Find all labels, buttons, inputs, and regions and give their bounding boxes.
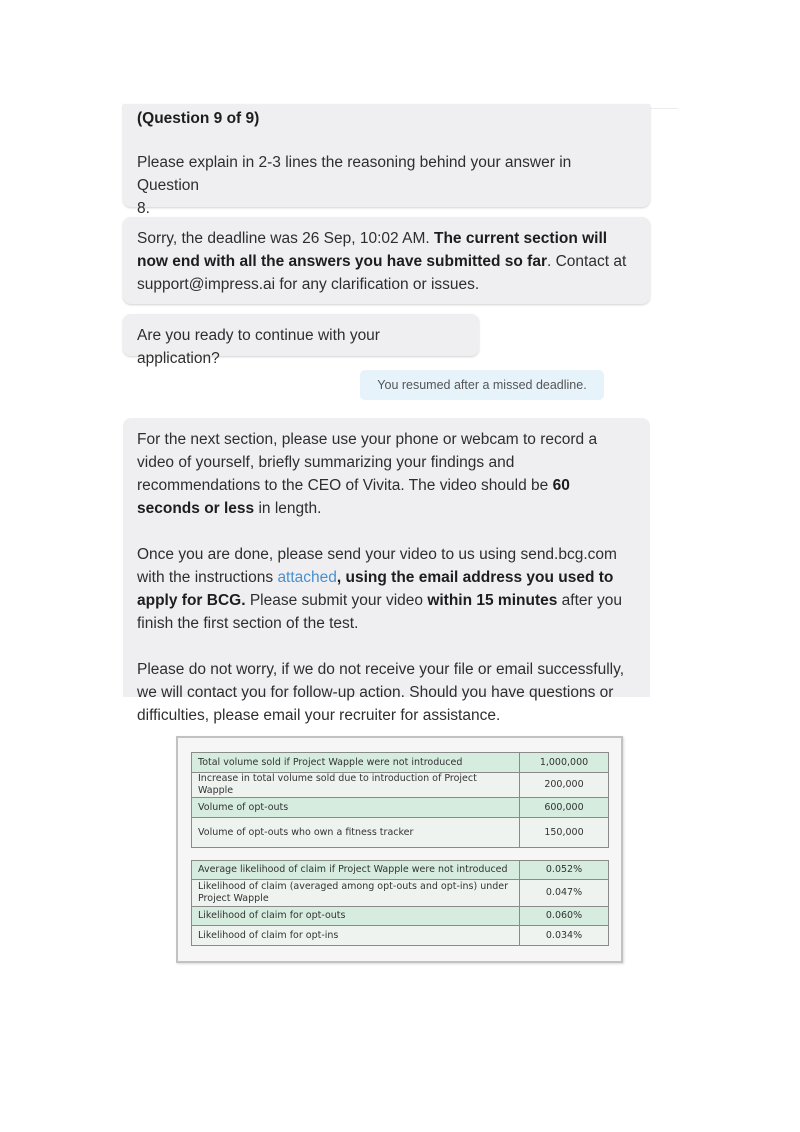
row-value: 200,000	[520, 773, 609, 798]
question-message	[123, 104, 650, 217]
row-label: Likelihood of claim for opt-outs	[192, 907, 520, 926]
continue-message	[123, 314, 479, 367]
row-label: Volume of opt-outs who own a fitness tracker	[192, 818, 520, 848]
deadline-message	[123, 217, 650, 304]
table-row	[192, 861, 609, 880]
row-label: Average likelihood of claim if Project Wapple were not introduced	[192, 861, 520, 880]
table-row	[192, 753, 609, 773]
video-p2-end: after you finish the first section of the test.	[137, 592, 622, 632]
attached-link[interactable]: attached	[277, 569, 337, 586]
deadline-bold-text: The current section will now end with all the answers you have submitted so far	[137, 230, 608, 270]
table-row	[192, 773, 609, 798]
table-row	[192, 798, 609, 818]
row-value: 0.047%	[520, 880, 609, 907]
continue-prompt: Are you ready to continue with your application?	[137, 327, 380, 367]
row-value: 150,000	[520, 818, 609, 848]
video-p1-text: For the next section, please use your phone or webcam to record a video of yourself, briefly summarizing your findings and recommendations to the CEO of Vivita. The video should be	[137, 431, 598, 494]
row-label: Total volume sold if Project Wapple were not introduced	[192, 753, 520, 773]
row-value: 1,000,000	[520, 753, 609, 773]
row-label: Volume of opt-outs	[192, 798, 520, 818]
deadline-contact-text: . Contact at support@impress.ai for any clarification or issues.	[137, 253, 627, 293]
row-label: Increase in total volume sold due to introduction of Project Wapple	[192, 773, 520, 798]
video-p2-mid: Please submit your video	[245, 592, 428, 609]
row-label: Likelihood of claim for opt-ins	[192, 926, 520, 946]
likelihood-table	[191, 860, 609, 946]
email-instruction-bold: , using the email address you used to apply for BCG.	[137, 569, 614, 609]
video-paragraph-1	[137, 428, 636, 520]
volume-table	[191, 752, 609, 848]
video-length-bold: 60 seconds or less	[137, 477, 570, 517]
question-header: (Question 9 of 9)	[137, 110, 260, 127]
table-row	[192, 907, 609, 926]
row-value: 0.052%	[520, 861, 609, 880]
resume-notice: You resumed after a missed deadline.	[360, 370, 604, 400]
deadline-text: Sorry, the deadline was 26 Sep, 10:02 AM.	[137, 230, 434, 247]
table-row	[192, 818, 609, 848]
data-tables-panel	[176, 736, 623, 963]
row-value: 0.034%	[520, 926, 609, 946]
table-row	[192, 926, 609, 946]
video-p2-text: Once you are done, please send your video to us using send.bcg.com with the instructions	[137, 546, 617, 586]
question-text-line-1: Please explain in 2-3 lines the reasoning behind your answer in Question	[137, 154, 572, 194]
question-text-line-2: 8.	[137, 200, 150, 217]
table-row	[192, 880, 609, 907]
video-paragraph-3: Please do not worry, if we do not receive your file or email successfully, we will contact you for follow-up action. Should you have questions or difficulties, please email your recruiter for assistance.	[137, 661, 625, 724]
video-instructions-message	[123, 418, 650, 724]
row-value: 600,000	[520, 798, 609, 818]
row-label: Likelihood of claim (averaged among opt-outs and opt-ins) under Project Wapple	[192, 880, 520, 907]
video-p1-end: in length.	[254, 500, 322, 517]
row-value: 0.060%	[520, 907, 609, 926]
deadline-bold: within 15 minutes	[427, 592, 558, 609]
video-paragraph-2	[137, 543, 636, 635]
